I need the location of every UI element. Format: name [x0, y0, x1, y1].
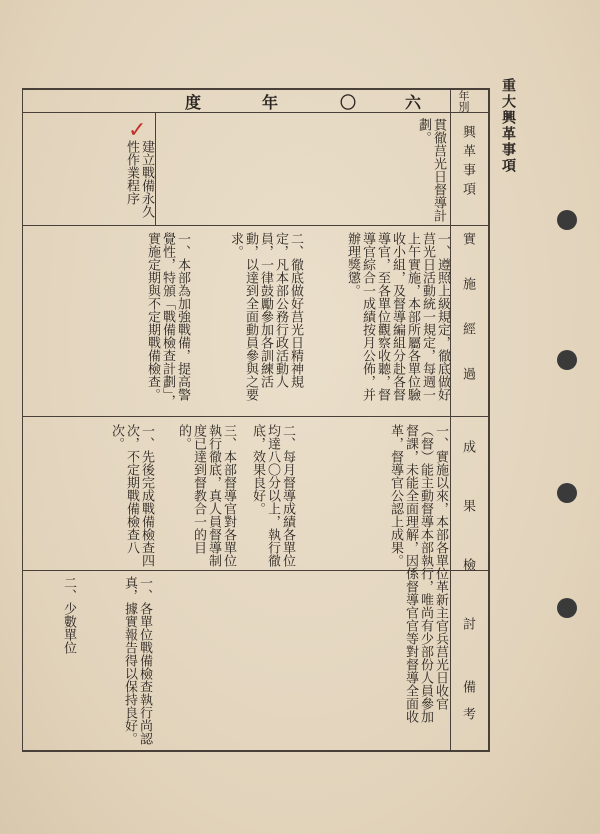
header-remark: 備考 — [460, 680, 475, 734]
binder-hole — [557, 350, 577, 370]
table-bottom-border — [22, 750, 490, 752]
table-left-border — [22, 88, 23, 752]
header-year: 年別 — [457, 90, 470, 112]
table-right-border — [488, 88, 490, 752]
result-text: 一、各單位戰備檢查執行尚認真，據實報告得以保持良好。 — [122, 576, 152, 745]
result-text: 三、本部督導官對各單位執行徹底，真人員督導制度已達到督教合一的目的。 — [176, 424, 236, 567]
red-checkmark: ✓ — [128, 118, 147, 143]
result-text: 二、少數單位 — [61, 576, 76, 654]
item-text: 建立戰備永久性作業程序 — [124, 140, 154, 218]
header-practice: 實施經過 — [460, 232, 475, 412]
year-char: 年 — [262, 93, 279, 112]
column-divider — [450, 88, 451, 752]
result-text: 二、每月督導成績各單位均達八〇分以上，執行徹底，效果良好。 — [250, 424, 295, 567]
result-text: 一、實施以來，本部各單位革新主官兵莒光日收官（督）能主動督導本部執行，唯尚有少部份人員參加督課，未能全面理解，因係督導官官等對督導全面收革，督導官公認上成果。 — [388, 424, 448, 723]
year-char: 度 — [185, 93, 202, 112]
year-char: 六 — [405, 93, 422, 112]
practice-text: 一、遵照上級規定，徹底做好莒光日活動統一規定，每週一上午實施，本部所屬各單位驗收小組，及督導編組分赴各督導官，至各單位觀察收聽，督導官綜合一成績按月公佈，并辦理獎懲。 — [345, 232, 450, 401]
row-divider — [22, 225, 488, 226]
row-divider — [22, 416, 488, 417]
header-item: 興革事項 — [460, 125, 475, 201]
header-result: 成果檢討 — [460, 440, 475, 676]
binder-hole — [557, 598, 577, 618]
document-title: 重大興革事項 — [500, 78, 516, 174]
practice-text: 一、本部為加強戰備，提高警覺性，特頒「戰備檢查計劃」，實施定期與不定期戰備檢查。 — [145, 232, 190, 408]
year-char: 〇 — [340, 93, 357, 112]
practice-text: 二、徹底做好莒光日精神規定，凡本部公務行政活動人員，一律鼓勵參加各訓練活動，以達到全面動員參與之要求。 — [228, 232, 303, 401]
result-text: 一、先後完成戰備檢查四次，不定期戰備檢查八次。 — [109, 424, 154, 567]
item-divider — [155, 112, 156, 225]
item-text: 貫徹莒光日督導計劃。 — [416, 118, 446, 222]
binder-hole — [557, 210, 577, 230]
binder-hole — [557, 483, 577, 503]
